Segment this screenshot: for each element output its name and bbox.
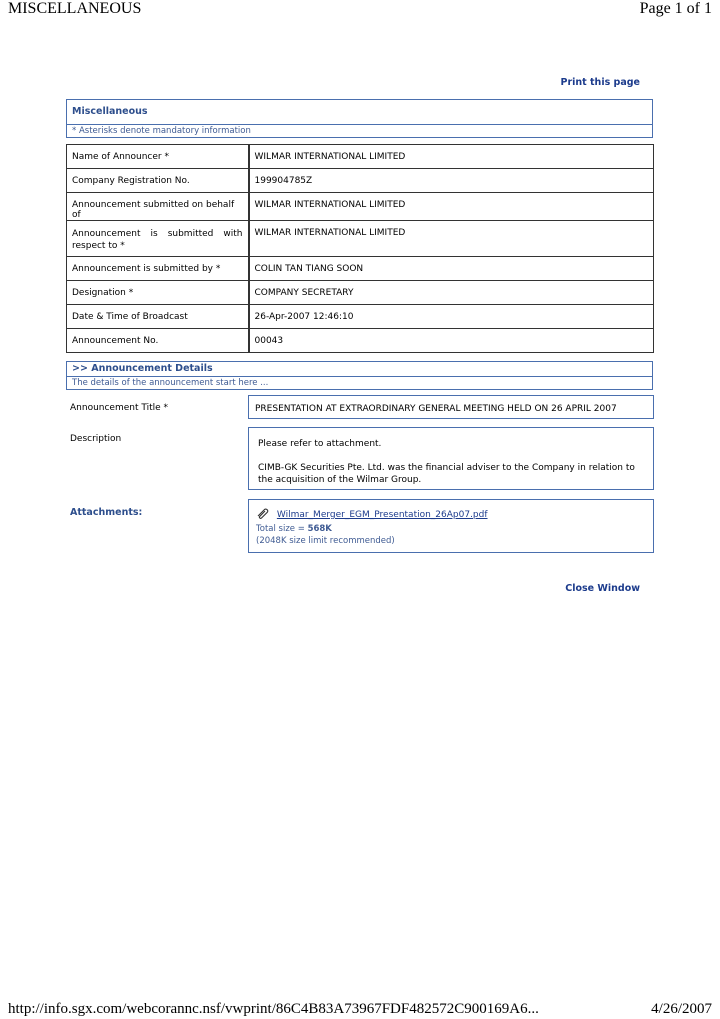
announcement-title-label: Announcement Title * [70,403,169,413]
field-value: WILMAR INTERNATIONAL LIMITED [249,221,654,257]
table-row [67,169,654,193]
announcement-title-value: PRESENTATION AT EXTRAORDINARY GENERAL MEETING HELD ON 26 APRIL 2007 [255,404,617,414]
announcer-info-table [66,144,654,353]
close-window-link[interactable]: Close Window [565,583,640,594]
footer-url: http://info.sgx.com/webcorannc.nsf/vwprint/86C4B83A73967FDF482572C900169A6... [8,1001,539,1017]
attachments-label: Attachments: [70,507,143,518]
total-size-text [256,523,648,535]
field-label: Name of Announcer * [67,145,249,169]
field-label: Company Registration No. [67,169,249,193]
field-label: Announcement submitted on behalf of [67,193,249,221]
table-row [67,145,654,169]
table-row [67,221,654,257]
announcement-title-box [248,395,654,419]
field-label: Announcement No. [67,329,249,353]
table-row [67,281,654,305]
field-label: Announcement is submitted by * [67,257,249,281]
attachment-file-link[interactable]: Wilmar_Merger_EGM_Presentation_26Ap07.pdf [276,510,488,520]
announcement-details-section [66,361,653,390]
field-value: WILMAR INTERNATIONAL LIMITED [249,145,654,169]
section-title: >> Announcement Details [72,363,213,374]
mandatory-note: * Asterisks denote mandatory information [67,124,652,137]
details-note: The details of the announcement start here ... [67,376,652,389]
field-label: Date & Time of Broadcast [67,305,249,329]
field-value: COLIN TAN TIANG SOON [249,257,654,281]
table-row [67,257,654,281]
table-row [67,193,654,221]
section-title: Miscellaneous [72,106,148,117]
page-header-title: MISCELLANEOUS [8,0,142,17]
field-value: 00043 [249,329,654,353]
field-label: Designation * [67,281,249,305]
page-number: Page 1 of 1 [639,0,712,17]
size-limit-note: (2048K size limit recommended) [256,536,395,546]
description-paragraph: CIMB-GK Securities Pte. Ltd. was the financial adviser to the Company in relation to the acquisition of the Wilmar Group. [258,463,635,485]
table-row [67,329,654,353]
table-row [67,305,654,329]
description-paragraph: Please refer to attachment. [258,439,382,449]
field-label: Announcement is submitted with respect to * [67,221,249,257]
field-value: 26-Apr-2007 12:46:10 [249,305,654,329]
description-label: Description [70,434,122,444]
miscellaneous-section [66,99,653,138]
field-value: 199904785Z [249,169,654,193]
field-value: WILMAR INTERNATIONAL LIMITED [249,193,654,221]
attachments-box [248,499,654,553]
description-box [248,427,654,490]
footer-date: 4/26/2007 [651,1001,712,1017]
paperclip-icon [256,507,270,522]
print-page-link[interactable]: Print this page [560,77,640,88]
total-size-prefix: Total size = [256,524,308,534]
total-size-value: 568K [307,524,332,534]
field-value: COMPANY SECRETARY [249,281,654,305]
